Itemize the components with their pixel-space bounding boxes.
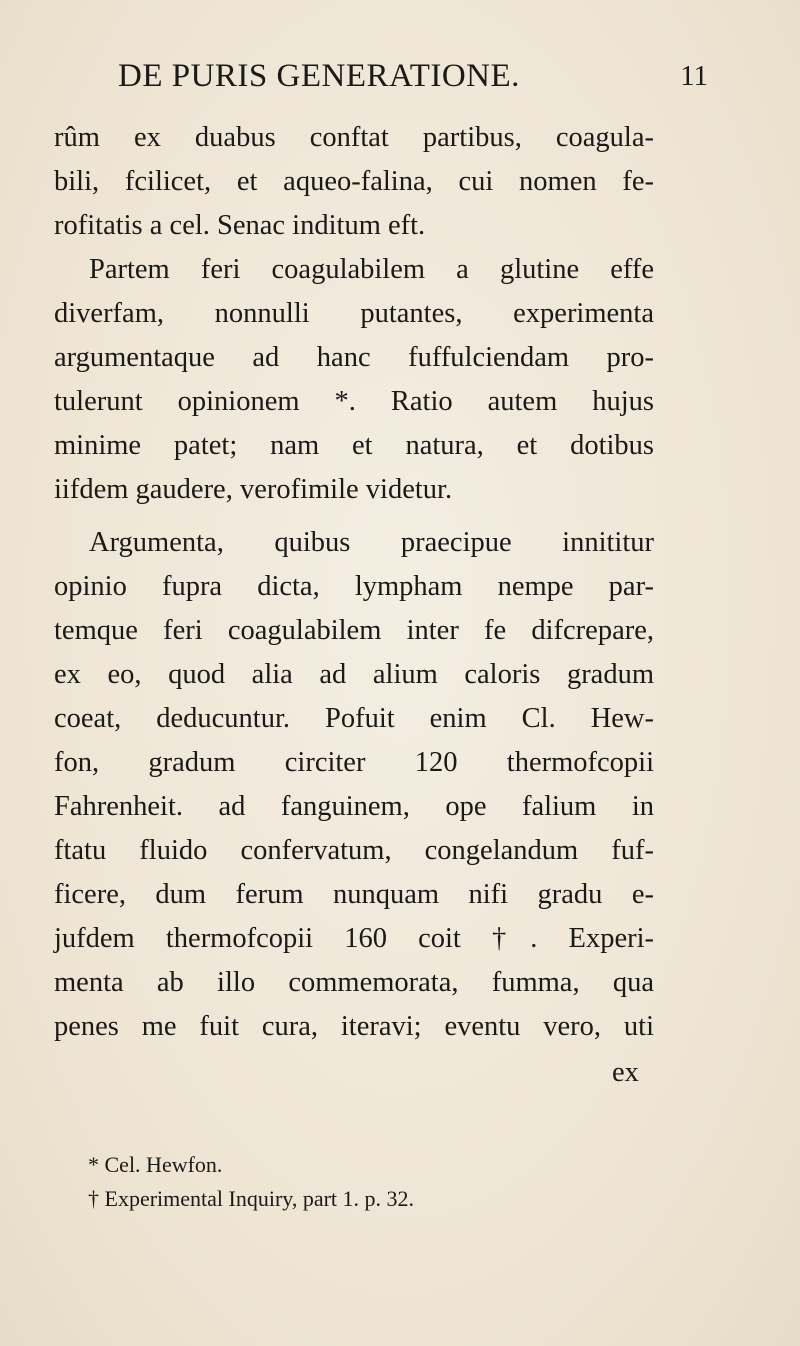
text-line: temque feri coagulabilem inter fe difcrepare, (54, 615, 654, 646)
text-line: bili, fcilicet, et aqueo-falina, cui nomen fe- (54, 166, 654, 197)
text-line: tulerunt opinionem *. Ratio autem hujus (54, 386, 654, 417)
text-line: Argumenta, quibus praecipue innititur (89, 527, 654, 558)
text-line: iifdem gaudere, verofimile videtur. (54, 474, 453, 505)
text-line: Partem feri coagulabilem a glutine effe (89, 254, 654, 285)
page-number: 11 (680, 60, 708, 92)
text-line: coeat, deducuntur. Pofuit enim Cl. Hew- (54, 703, 654, 734)
text-line: minime patet; nam et natura, et dotibus (54, 430, 654, 461)
footnote-2: † Experimental Inquiry, part 1. p. 32. (88, 1186, 415, 1211)
text-line: Fahrenheit. ad fanguinem, ope falium in (54, 791, 654, 822)
catchword: ex (612, 1057, 639, 1088)
text-line: ftatu fluido confervatum, congelandum fuf- (54, 835, 654, 866)
text-line: ex eo, quod alia ad alium caloris gradum (54, 659, 654, 690)
text-line: menta ab illo commemorata, fumma, qua (54, 967, 654, 998)
text-line: diverfam, nonnulli putantes, experimenta (54, 298, 654, 329)
text-line: rofitatis a cel. Senac inditum eft. (54, 210, 426, 241)
running-header (118, 58, 708, 102)
footnote-1: * Cel. Hewfon. (88, 1152, 223, 1177)
text-line: jufdem thermofcopii 160 coit †. Experi- (54, 923, 654, 954)
text-line: ficere, dum ferum nunquam nifi gradu e- (54, 879, 654, 910)
text-line: rûm ex duabus conftat partibus, coagula- (54, 122, 654, 153)
text-line: penes me fuit cura, iteravi; eventu vero, uti (54, 1011, 654, 1042)
text-line: argumentaque ad hanc fuffulciendam pro- (54, 342, 654, 373)
running-title: DE PURIS GENERATIONE. (118, 58, 520, 94)
text-line: fon, gradum circiter 120 thermofcopii (54, 747, 654, 778)
text-line: opinio fupra dicta, lympham nempe par- (54, 571, 654, 602)
